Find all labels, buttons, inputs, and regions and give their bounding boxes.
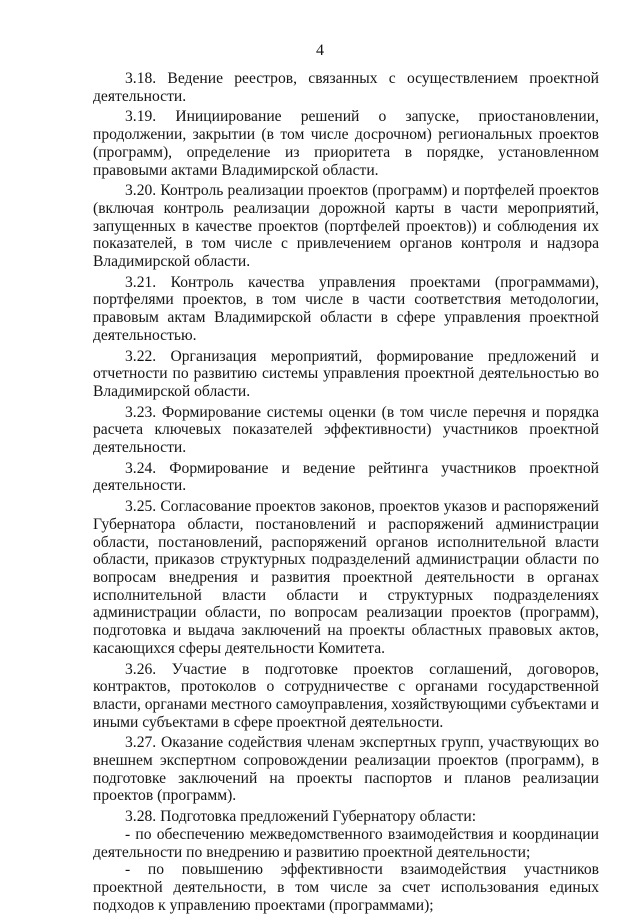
paragraph-3-26: 3.26. Участие в подготовке проектов соглашений, договоров, контрактов, протоколов о сотрудничестве с органами государственной власти, органами местного самоуправления, хозяйствующими субъектами и иными субъектами в сфере проектной деятельности. <box>93 660 600 731</box>
paragraph-3-18: 3.18. Ведение реестров, связанных с осуществлением проектной деятельности. <box>93 70 599 105</box>
paragraph-3-27: 3.27. Оказание содействия членам экспертных групп, участвующих во внешнем экспертном сопровождении реализации проектов (программ), в подготовке заключений на проекты паспортов и планов реализации проектов (программ). <box>93 734 599 805</box>
paragraph-3-23: 3.23. Формирование системы оценки (в том числе перечня и порядка расчета ключевых показателей эффективности) участников проектной деятельности. <box>93 403 599 457</box>
list-item-interagency: - по обеспечению межведомственного взаимодействия и координации деятельности по внедрению и развитию проектной деятельности; <box>93 825 599 861</box>
paragraph-3-28: 3.28. Подготовка предложений Губернатору области: <box>125 808 477 826</box>
list-item-efficiency: - по повышению эффективности взаимодействия участников проектной деятельности, в том числе за счет использования единых подходов к управлению проектами (программами); <box>93 861 599 914</box>
paragraph-3-19: 3.19. Инициирование решений о запуске, приостановлении, продолжении, закрытии (в том числе досрочном) региональных проектов (программ), определение из приоритета в порядке, установленном правовыми актами Владимирской области. <box>93 108 599 179</box>
paragraph-3-21: 3.21. Контроль качества управления проектами (программами), портфелями проектов, в том числе в части соответствия методологии, правовым актам Владимирской области в сфере управления проектной деятельностью. <box>93 273 599 344</box>
page-number: 4 <box>316 42 324 59</box>
paragraph-3-22: 3.22. Организация мероприятий, формирование предложений и отчетности по развитию системы управления проектной деятельностью во Владимирской области. <box>93 347 599 400</box>
paragraph-3-25: 3.25. Согласование проектов законов, проектов указов и распоряжений Губернатора области, постановлений и распоряжений администрации области, постановлений, распоряжений органов исполнительной власти области, приказов структурных подразделений администрации области по вопросам внедрения и развития проектной деятельности в органах исполнительной власти области и структурных подразделениях администрации области, по вопросам реализации проектов (программ), подготовка и выдача заключений на проекты областных правовых актов, касающихся сферы деятельности Комитета. <box>93 498 599 657</box>
paragraph-3-20: 3.20. Контроль реализации проектов (программ) и портфелей проектов (включая контроль реализации дорожной карты в части мероприятий, запущенных в качестве проектов (портфелей проектов)) и соблюдения их показателей, в том числе с привлечением органов контроля и надзора Владимирской области. <box>93 182 599 271</box>
document-body <box>93 70 599 914</box>
paragraph-3-24: 3.24. Формирование и ведение рейтинга участников проектной деятельности. <box>93 459 599 495</box>
